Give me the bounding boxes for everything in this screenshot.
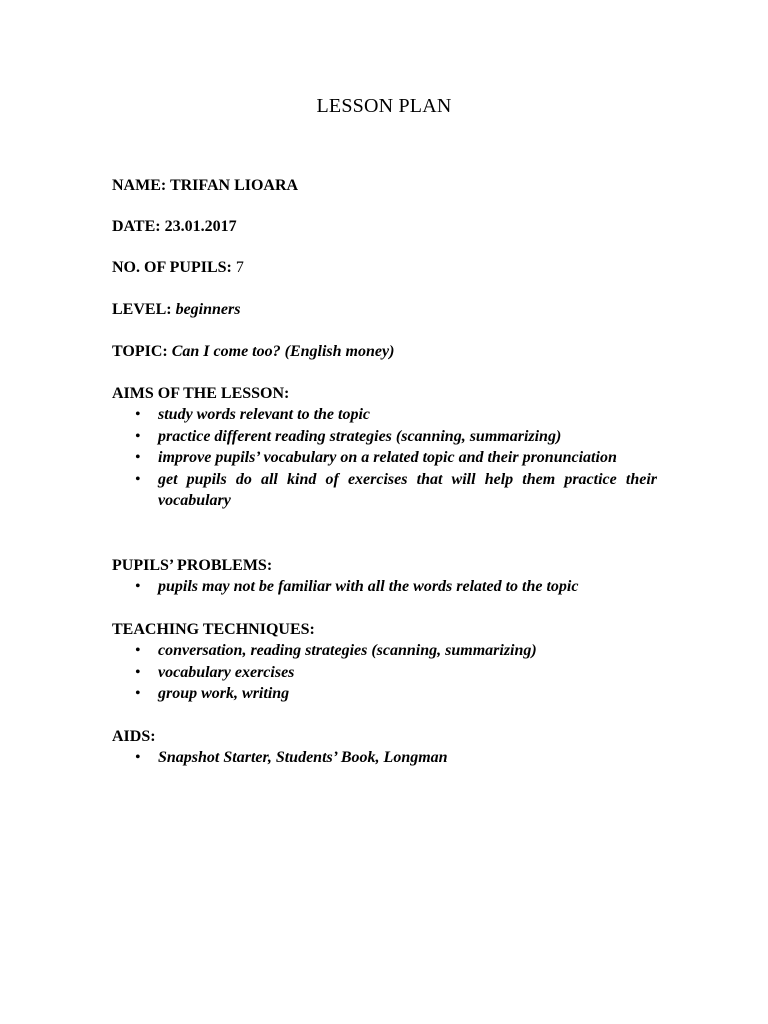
list-item-text: group work, writing [158,685,290,702]
topic-field [112,342,394,362]
list-item-text: practice different reading strategies (scanning, summarizing) [158,427,562,445]
level-value: beginners [175,301,241,318]
document-title: LESSON PLAN [316,95,452,117]
problems-list [112,576,657,598]
pupils-field [112,258,244,278]
list-item-text: Snapshot Starter, Students’ Book, Longman [158,749,448,766]
list-item-text: improve pupils’ vocabulary on a related topic and their pronunciation [158,449,617,466]
list-item [112,576,657,598]
techniques-section [112,620,657,705]
list-item [112,447,657,469]
list-item [112,683,657,705]
list-item-text: study words relevant to the topic [158,406,370,423]
level-label: LEVEL: [112,301,172,318]
pupils-value: 7 [235,259,244,276]
name-value: TRIFAN LIOARA [169,177,299,194]
aims-list [112,404,657,512]
bullet-icon: • [135,406,141,423]
topic-label: TOPIC: [112,343,168,360]
problems-section [112,556,657,598]
aids-section [112,727,657,769]
list-item [112,662,657,684]
name-field [112,176,298,196]
bullet-icon: • [135,642,141,659]
list-item [112,426,657,448]
aids-list [112,747,657,769]
list-item-text: pupils may not be familiar with all the words related to the topic [158,578,579,595]
bullet-icon: • [135,449,141,466]
techniques-list [112,640,657,705]
list-item [112,640,657,662]
list-item-text: vocabulary exercises [158,663,295,681]
techniques-heading: TEACHING TECHNIQUES: [112,621,315,638]
level-field [112,300,240,320]
list-item [112,747,657,769]
list-item [112,404,657,426]
topic-value: Can I come too? (English money) [171,343,395,360]
bullet-icon: • [135,470,141,488]
aids-heading: AIDS: [112,728,156,745]
aims-heading: AIMS OF THE LESSON: [112,385,290,402]
bullet-icon: • [135,663,141,681]
aims-section [112,384,657,512]
list-item-text: conversation, reading strategies (scanning, summarizing) [158,642,537,659]
bullet-icon: • [135,578,141,595]
list-item [112,469,657,512]
date-field [112,217,237,237]
pupils-label: NO. OF PUPILS: [112,259,232,276]
date-value: 23.01.2017 [164,218,237,235]
bullet-icon: • [135,749,141,766]
problems-heading: PUPILS’ PROBLEMS: [112,557,273,574]
date-label: DATE: [112,218,161,235]
name-label: NAME: [112,177,167,194]
bullet-icon: • [135,685,141,702]
list-item-text: get pupils do all kind of exercises that will help them practice their vocabulary [158,470,657,509]
bullet-icon: • [135,427,141,445]
